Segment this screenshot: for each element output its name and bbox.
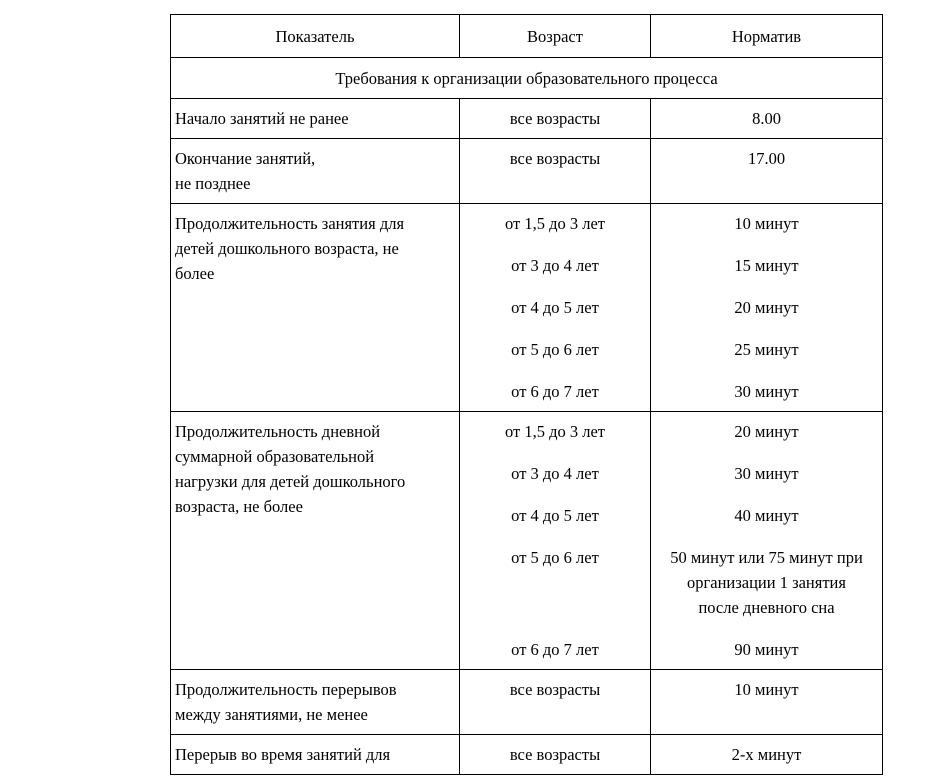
age-value: от 5 до 6 лет	[511, 340, 599, 359]
age-value: от 6 до 7 лет	[511, 640, 599, 659]
norm-value: после дневного сна	[698, 598, 835, 617]
norm-value: организации 1 занятия	[687, 573, 846, 592]
age-value: от 1,5 до 3 лет	[504, 422, 606, 441]
table-row	[171, 412, 883, 670]
indicator-text: Окончание занятий,	[175, 149, 316, 168]
norm-value: 25 минут	[734, 340, 799, 359]
norm-value: 40 минут	[734, 506, 799, 525]
norm-value: 20 минут	[734, 422, 799, 441]
norm-value: 15 минут	[734, 256, 799, 275]
section-row	[171, 58, 883, 99]
age-value: от 4 до 5 лет	[511, 506, 599, 525]
indicator-text: Продолжительность дневной	[175, 422, 381, 441]
table-header-row	[171, 15, 883, 58]
header-norm: Норматив	[651, 15, 883, 58]
section-title: Требования к организации образовательного процесса	[171, 58, 883, 99]
indicator-text: нагрузки для детей дошкольного	[175, 472, 406, 491]
indicator-text: детей дошкольного возраста, не	[175, 239, 399, 258]
table-row	[171, 670, 883, 735]
norm-cell	[651, 204, 883, 412]
indicator-cell	[171, 204, 460, 412]
norm-value: 20 минут	[734, 298, 799, 317]
age-value: от 6 до 7 лет	[511, 382, 599, 401]
norms-table	[170, 14, 883, 775]
age-value: все возрасты	[509, 149, 601, 168]
norm-value: 17.00	[747, 149, 786, 168]
indicator-text: не позднее	[175, 174, 251, 193]
age-value: все возрасты	[509, 109, 601, 128]
age-value: от 5 до 6 лет	[511, 548, 599, 567]
indicator-text: возраста, не более	[175, 497, 303, 516]
age-value: все возрасты	[509, 680, 601, 699]
norm-value: 30 минут	[734, 382, 799, 401]
header-age: Возраст	[460, 15, 651, 58]
indicator-text: Продолжительность занятия для	[175, 214, 405, 233]
age-cell	[460, 139, 651, 204]
table-row	[171, 139, 883, 204]
indicator-text: Продолжительность перерывов	[175, 680, 397, 699]
norm-cell	[651, 670, 883, 735]
header-indicator: Показатель	[171, 15, 460, 58]
indicator-cell	[171, 412, 460, 670]
norm-value: 10 минут	[734, 214, 799, 233]
age-cell	[460, 670, 651, 735]
age-cell	[460, 412, 651, 670]
norm-cell	[651, 99, 883, 139]
age-cell	[460, 99, 651, 139]
age-cell	[460, 735, 651, 775]
age-value: все возрасты	[509, 745, 601, 764]
age-value: от 1,5 до 3 лет	[504, 214, 606, 233]
age-value: от 3 до 4 лет	[511, 464, 599, 483]
indicator-cell	[171, 735, 460, 775]
norm-value: 2-х минут	[731, 745, 802, 764]
table-row	[171, 204, 883, 412]
norm-cell	[651, 412, 883, 670]
norm-value: 8.00	[752, 109, 781, 128]
indicator-cell	[171, 670, 460, 735]
indicator-text: более	[175, 264, 215, 283]
indicator-cell	[171, 99, 460, 139]
indicator-text: между занятиями, не менее	[175, 705, 368, 724]
indicator-cell	[171, 139, 460, 204]
norm-cell	[651, 139, 883, 204]
norm-value: 90 минут	[734, 640, 799, 659]
norm-value: 10 минут	[734, 680, 799, 699]
norm-value: 30 минут	[734, 464, 799, 483]
norm-value: 50 минут или 75 минут при	[670, 548, 863, 567]
indicator-text: Перерыв во время занятий для	[175, 745, 391, 764]
age-cell	[460, 204, 651, 412]
age-value: от 3 до 4 лет	[511, 256, 599, 275]
norm-cell	[651, 735, 883, 775]
age-value: от 4 до 5 лет	[511, 298, 599, 317]
indicator-text: суммарной образовательной	[175, 447, 375, 466]
indicator-text: Начало занятий не ранее	[175, 109, 349, 128]
table-row	[171, 99, 883, 139]
table-row	[171, 735, 883, 775]
